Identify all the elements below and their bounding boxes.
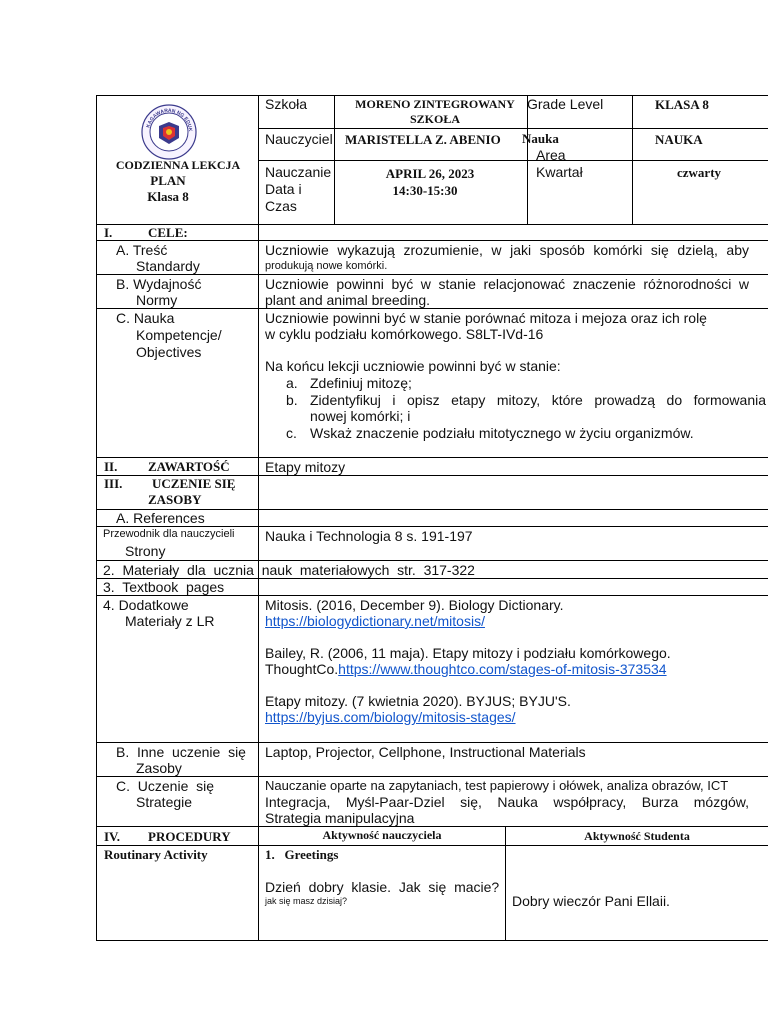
objective-item-c bbox=[286, 425, 766, 441]
performance-standards-text bbox=[265, 276, 749, 308]
objective-item-b bbox=[286, 392, 766, 424]
ref2-line bbox=[265, 661, 765, 677]
objective-text-c: Wskaż znaczenie podziału mitotycznego w życiu organizmów. bbox=[310, 425, 694, 441]
content-section-num: II. bbox=[104, 459, 118, 474]
school-value bbox=[335, 97, 535, 127]
teacher-greeting bbox=[265, 879, 507, 907]
content-section-title: ZAWARTOŚĆ bbox=[148, 459, 230, 474]
plan-title-line2: PLAN bbox=[150, 173, 186, 188]
procedures-section-title: PROCEDURY bbox=[148, 829, 231, 844]
additional-materials-label-line2: Materiały z LR bbox=[125, 613, 215, 629]
quarter-label: Kwartał bbox=[536, 164, 583, 180]
objectives-section-num: I. bbox=[104, 225, 113, 240]
learning-strategies-label-line2: Strategie bbox=[136, 794, 193, 810]
ref2-citation: Bailey, R. (2006, 11 maja). Etapy mitozy i podziału komórkowego. bbox=[265, 645, 671, 661]
ref3-link[interactable]: https://byjus.com/biology/mitosis-stages/ bbox=[265, 709, 516, 725]
time-value: 14:30-15:30 bbox=[392, 183, 458, 198]
content-standards-label bbox=[116, 242, 200, 274]
learning-area-label-line2: Area bbox=[536, 147, 566, 163]
learning-strategies-label-line1: C. Uczenie się bbox=[116, 778, 215, 794]
other-resources-label-line1: B. Inne uczenie się bbox=[116, 744, 246, 760]
learning-area-label bbox=[522, 131, 566, 163]
datetime-value bbox=[335, 165, 525, 199]
svg-text:KAGAWARAN NG EDUKASYON: KAGAWARAN NG EDUK bbox=[145, 107, 194, 132]
datetime-label-line3: Czas bbox=[265, 198, 297, 214]
teacher-guide-label-line1: Przewodnik dla nauczycieli bbox=[103, 528, 235, 540]
performance-standards-text-line2: plant and animal breeding. bbox=[265, 292, 431, 308]
content-standards-text-line2: produkują nowe komórki. bbox=[265, 260, 388, 272]
teacher-guide-label-line2: Strony bbox=[125, 543, 166, 559]
performance-standards-label-line1: B. Wydajność bbox=[116, 276, 202, 292]
ref3-citation: Etapy mitozy. (7 kwietnia 2020). BYJUS; BYJU'S. bbox=[265, 693, 571, 709]
objective-text-b-line1: Zidentyfikuj i opisz etapy mitozy, które prowadzą do formowania bbox=[310, 392, 766, 408]
date-value: APRIL 26, 2023 bbox=[385, 166, 475, 181]
learning-competencies-label-line1: C. Nauka bbox=[116, 310, 175, 326]
references-label: A. References bbox=[116, 510, 205, 526]
strategies-line3: Strategia manipulacyjna bbox=[265, 810, 415, 826]
school-label: Szkoła bbox=[265, 96, 308, 112]
resources-title-line1: UCZENIE SIĘ bbox=[152, 476, 236, 491]
strategies-line2: Integracja, Myśl-Paar-Dziel się, Nauka współpracy, Burza mózgów, bbox=[265, 794, 749, 810]
objectives-section-title: CELE: bbox=[148, 225, 188, 240]
grade-level-label: Grade Level bbox=[527, 96, 604, 112]
content-value: Etapy mitozy bbox=[265, 459, 346, 475]
strategies-line1: Nauczanie oparte na zapytaniach, test papierowy i ołówek, analiza obrazów, ICT bbox=[265, 778, 729, 793]
performance-standards-label bbox=[116, 276, 201, 308]
quarter-value: czwarty bbox=[677, 165, 722, 180]
textbook-pages-label: 3. Textbook pages bbox=[103, 579, 225, 595]
objective-marker-c: c. bbox=[286, 425, 297, 441]
content-standards-label-line2: Standardy bbox=[136, 258, 200, 274]
teacher-activity-header: Aktywność nauczyciela bbox=[322, 828, 442, 842]
teacher-guide-label bbox=[103, 527, 234, 559]
learning-competencies-label-line3: Objectives bbox=[136, 344, 202, 360]
ref2-link[interactable]: https://www.thoughtco.com/stages-of-mitosis-373534 bbox=[338, 661, 667, 677]
teacher-value: MARISTELLA Z. ABENIO bbox=[345, 132, 501, 147]
school-value-line1: MORENO ZINTEGROWANY bbox=[355, 97, 515, 111]
objective-list bbox=[286, 375, 766, 441]
performance-standards-label-line2: Normy bbox=[136, 292, 178, 308]
additional-materials-label bbox=[103, 597, 214, 629]
teacher-greeting-line2: jak się masz dzisiaj? bbox=[265, 896, 348, 906]
plan-title bbox=[98, 157, 258, 205]
deped-seal-logo bbox=[141, 104, 197, 160]
other-resources-label bbox=[116, 744, 246, 776]
objective-text-b-line2: nowej komórki; i bbox=[310, 408, 411, 424]
teacher-greeting-line1: Dzień dobry klasie. Jak się macie? bbox=[265, 879, 500, 895]
resources-section-title bbox=[148, 476, 235, 508]
resources-section-num: III. bbox=[104, 476, 123, 491]
learning-strategies-label bbox=[116, 778, 214, 810]
learning-area-label-line1: Nauka bbox=[522, 131, 559, 146]
performance-standards-text-line1: Uczniowie powinni być w stanie relacjonować znaczenie różnorodności w bbox=[265, 276, 749, 292]
ref2-prefix: ThoughtCo. bbox=[265, 661, 339, 677]
routinary-activity-label: Routinary Activity bbox=[104, 847, 208, 862]
content-standards-text-line1: Uczniowie wykazują zrozumienie, w jaki sposób komórki się dzielą, aby bbox=[265, 242, 749, 258]
grade-level-value: KLASA 8 bbox=[655, 97, 709, 112]
objective-text-a: Zdefiniuj mitozę; bbox=[310, 375, 412, 391]
procedures-section-num: IV. bbox=[104, 829, 121, 844]
teacher-guide-value: Nauka i Technologia 8 s. 191-197 bbox=[265, 528, 473, 544]
school-value-line2: SZKOŁA bbox=[409, 112, 460, 126]
content-standards-text bbox=[265, 242, 749, 274]
objective-item-a bbox=[286, 375, 766, 391]
ref1-link[interactable]: https://biologydictionary.net/mitosis/ bbox=[265, 613, 485, 629]
additional-references bbox=[265, 597, 765, 725]
learner-materials-label: 2. Materiały dla ucznia nauk materiałowych str. 317-322 bbox=[103, 562, 475, 578]
learning-competencies-text bbox=[265, 310, 765, 374]
student-reply: Dobry wieczór Pani Ellaii. bbox=[512, 893, 670, 909]
competency-intro: Na końcu lekcji uczniowie powinni być w stanie: bbox=[265, 358, 561, 374]
competency-line2: w cyklu podziału komórkowego. S8LT-IVd-16 bbox=[265, 326, 544, 342]
additional-materials-label-line1: 4. Dodatkowe bbox=[103, 597, 189, 613]
content-standards-label-line1: A. Treść bbox=[116, 242, 168, 258]
other-resources-label-line2: Zasoby bbox=[136, 760, 182, 776]
resources-title-line2: ZASOBY bbox=[148, 492, 202, 507]
learning-competencies-label bbox=[116, 310, 222, 361]
other-resources-value: Laptop, Projector, Cellphone, Instructional Materials bbox=[265, 744, 586, 760]
ref1-citation: Mitosis. (2016, December 9). Biology Dictionary. bbox=[265, 597, 564, 613]
student-activity-header: Aktywność Studenta bbox=[584, 829, 690, 843]
teacher-label: Nauczyciel bbox=[265, 131, 333, 147]
objective-marker-b: b. bbox=[286, 392, 298, 408]
competency-line1: Uczniowie powinni być w stanie porównać mitoza i mejoza oraz ich rolę bbox=[265, 310, 707, 326]
datetime-label-line1: Nauczanie bbox=[265, 164, 332, 180]
plan-grade: Klasa 8 bbox=[147, 189, 189, 204]
greetings-heading: 1. Greetings bbox=[265, 847, 339, 862]
learning-area-value: NAUKA bbox=[655, 132, 703, 147]
datetime-label-line2: Data i bbox=[265, 181, 302, 197]
plan-title-line1: CODZIENNA LEKCJA bbox=[115, 158, 241, 172]
objective-marker-a: a. bbox=[286, 375, 298, 391]
learning-competencies-label-line2: Kompetencje/ bbox=[136, 327, 222, 343]
learning-strategies-value bbox=[265, 778, 765, 826]
